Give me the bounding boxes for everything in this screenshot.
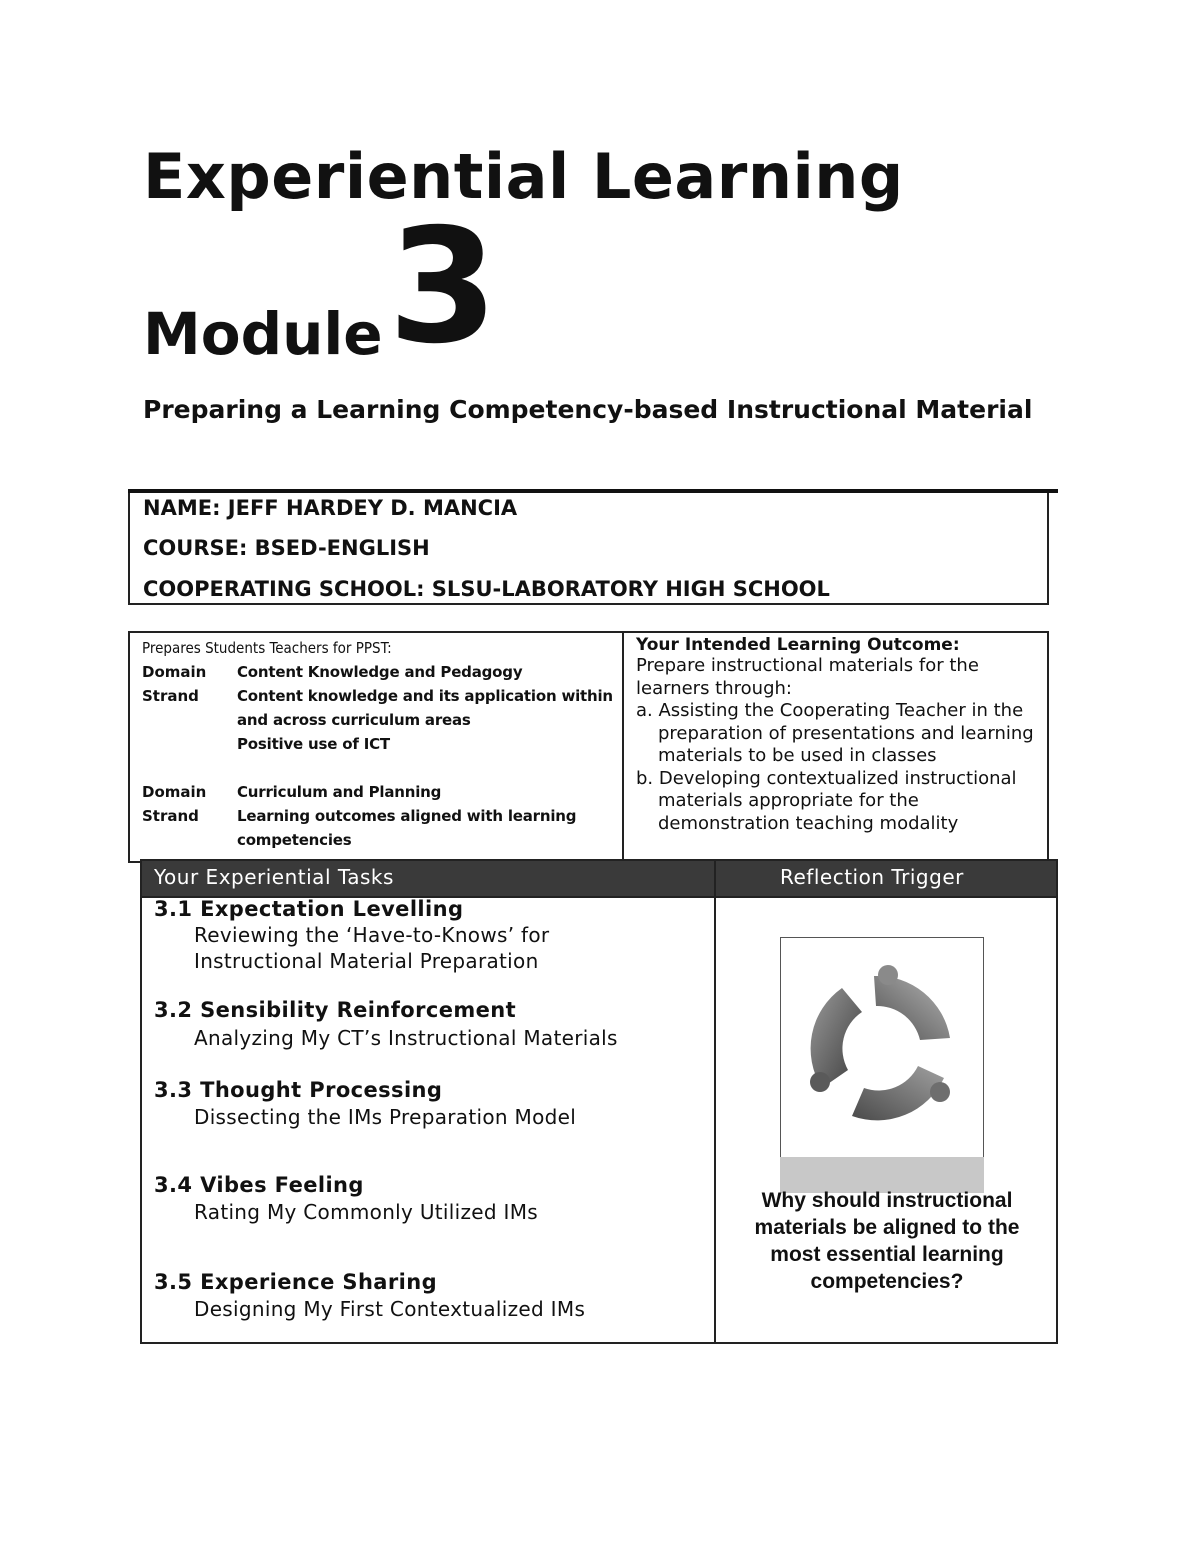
reflection-header-label: Reflection Trigger [780,865,964,889]
ilo-item: b. Developing contextualized instructional materials appropriate for the demonstration teaching modality [636,767,1017,834]
module-number: 3 [388,195,498,379]
cooperating-school: COOPERATING SCHOOL: SLSU-LABORATORY HIGH SCHOOL [143,577,830,601]
tasks-table [140,859,1058,1344]
tasks-header-label: Your Experiential Tasks [154,865,394,889]
module-subtitle: Preparing a Learning Competency-based Instructional Material [143,395,1033,424]
ppst-label: Strand [142,807,199,825]
ppst-box [128,631,624,863]
task-description: Instructional Material Preparation [194,949,539,973]
task-title: 3.4 Vibes Feeling [154,1173,364,1197]
student-info-box [128,493,1049,605]
column-divider [714,861,716,1342]
ppst-label: Strand [142,687,199,705]
ppst-value: competencies [237,831,352,849]
task-title: 3.3 Thought Processing [154,1078,443,1102]
ppst-heading: Prepares Students Teachers for PPST: [142,639,392,657]
ppst-value: Content Knowledge and Pedagogy [237,663,523,681]
task-description: Rating My Commonly Utilized IMs [194,1200,538,1224]
student-course: COURSE: BSED-ENGLISH [143,536,430,560]
task-description: Designing My First Contextualized IMs [194,1297,586,1321]
ppst-value: Content knowledge and its application within [237,687,613,705]
task-description: Reviewing the ‘Have-to-Knows’ for [194,923,550,947]
ilo-body [636,655,1041,835]
module-label: Module [143,300,383,368]
reflection-question: Why should instructional materials be aligned to the most essential learning competencies? [754,1189,1020,1293]
task-title: 3.5 Experience Sharing [154,1270,438,1294]
task-title: 3.2 Sensibility Reinforcement [154,998,517,1022]
ppst-value: Curriculum and Planning [237,783,442,801]
ilo-intro: Prepare instructional materials for the learners through: [636,655,979,699]
ppst-value: and across curriculum areas [237,711,471,729]
student-name: NAME: JEFF HARDEY D. MANCIA [143,496,518,520]
reflection-header [716,861,1056,896]
tasks-header [142,861,714,896]
document-title: Experiential Learning [143,140,904,213]
intended-learning-outcome-box [622,631,1049,863]
task-description: Analyzing My CT’s Instructional Materials [194,1026,618,1050]
ppst-label: Domain [142,663,207,681]
ppst-value: Learning outcomes aligned with learning [237,807,577,825]
task-title: 3.1 Expectation Levelling [154,897,464,921]
task-description: Dissecting the IMs Preparation Model [194,1105,577,1129]
ppst-label: Domain [142,783,207,801]
ilo-title: Your Intended Learning Outcome: [636,635,960,655]
ppst-value: Positive use of ICT [237,735,390,753]
teamwork-circle-icon [781,938,983,1157]
reflection-image [780,937,984,1158]
ilo-item: a. Assisting the Cooperating Teacher in the preparation of presentations and learning materials to be used in classes [636,700,1034,766]
